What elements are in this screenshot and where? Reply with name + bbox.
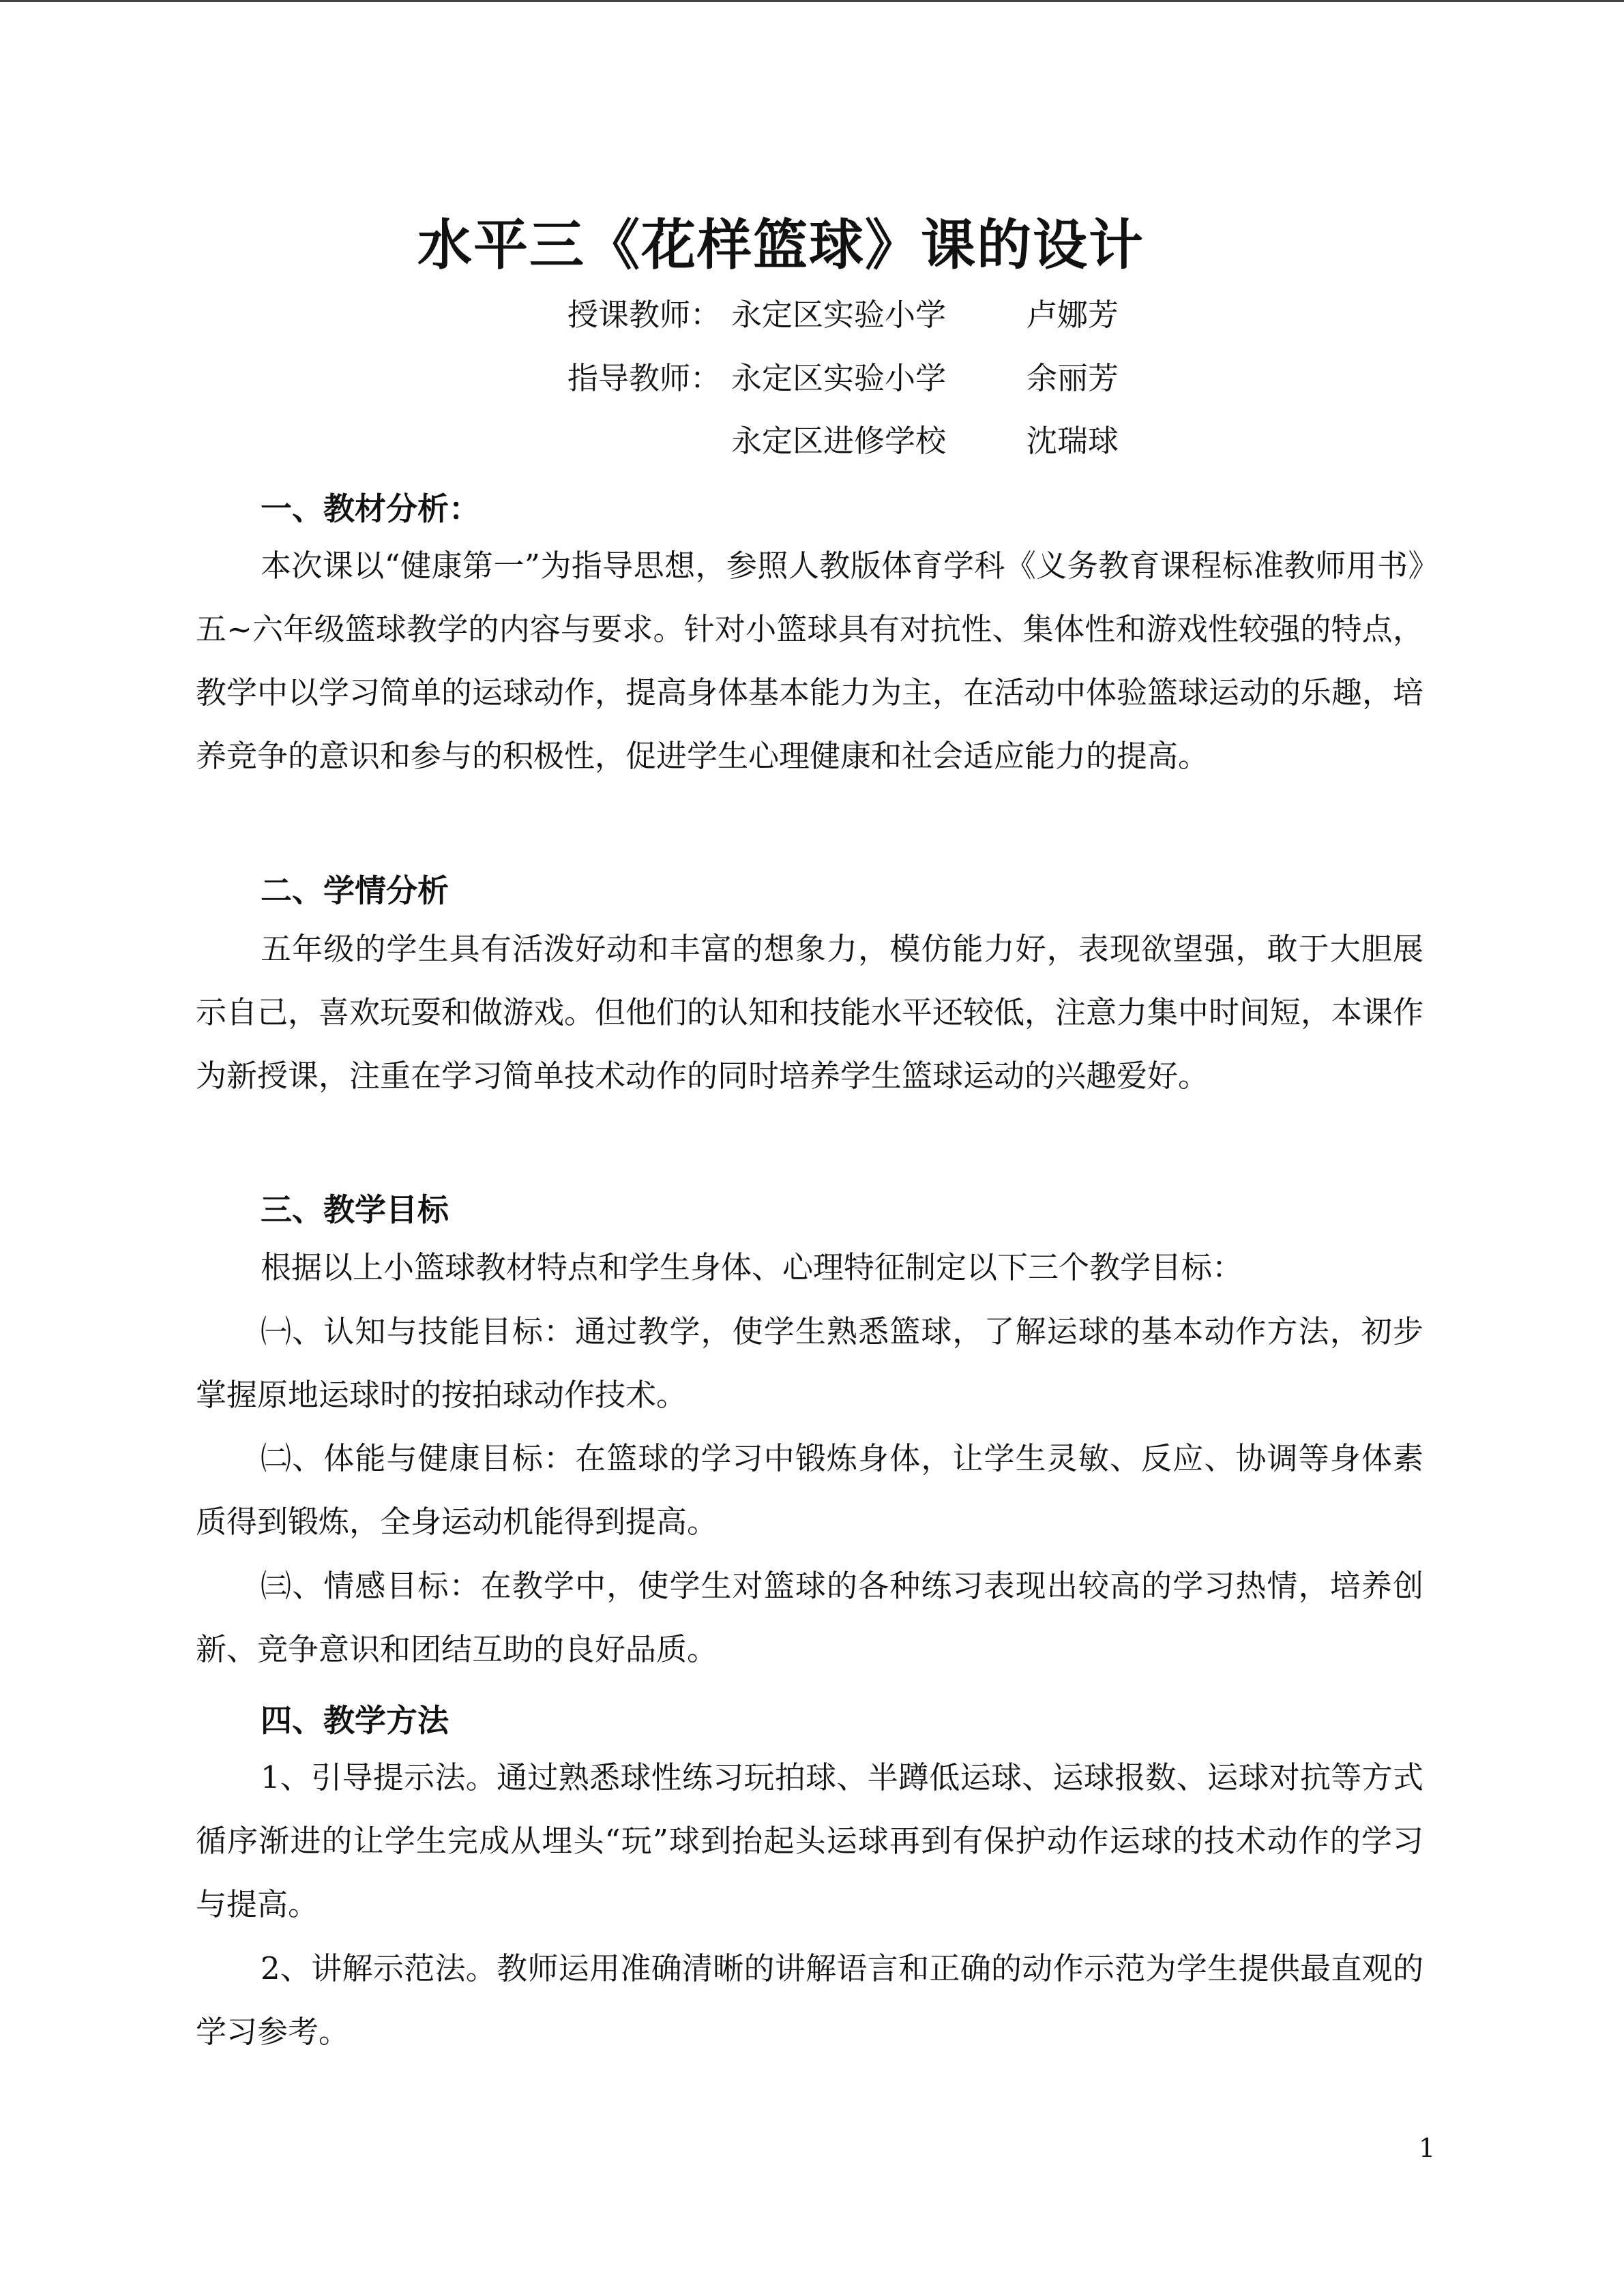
paragraph: 本次课以“健康第一”为指导思想，参照人教版体育学科《义务教育课程标准教师用书》五~六年级篮球教学的内容与要求。针对小篮球具有对抗性、集体性和游戏性较强的特点，教学中以学习简单的运球动作，提高身体基本能力为主，在活动中体验篮球运动的乐趣，培养竞争的意识和参与的积极性，促进学生心理健康和社会适应能力的提高。 [196, 548, 1424, 774]
page-number: 1 [1419, 2133, 1436, 2163]
page-title: 水平三《花样篮球》课的设计 [417, 213, 1145, 277]
advisor2-name: 沈瑞球 [1027, 423, 1119, 459]
section-heading: 一、教材分析： [261, 490, 480, 527]
paragraph: 根据以上小篮球教材特点和学生身体、心理特征制定以下三个教学目标： [261, 1249, 1243, 1285]
section-heading: 四、教学方法 [261, 1702, 449, 1739]
advisor2-school: 永定区进修学校 [731, 423, 947, 459]
instructor-name: 卢娜芳 [1027, 297, 1119, 333]
instructor-label: 授课教师： [567, 297, 722, 333]
paragraph: ㈠、认知与技能目标：通过教学，使学生熟悉篮球，了解运球的基本动作方法，初步掌握原地运球时的按拍球动作技术。 [196, 1313, 1423, 1413]
advisor1-name: 余丽芳 [1027, 360, 1119, 396]
section-heading: 三、教学目标 [261, 1191, 449, 1228]
paragraph: 1、引导提示法。通过熟悉球性练习玩拍球、半蹲低运球、运球报数、运球对抗等方式循序渐进的让学生完成从埋头“玩”球到抬起头运球再到有保护动作运球的技术动作的学习与提高。 [196, 1759, 1423, 1922]
instructor-school: 永定区实验小学 [731, 297, 947, 333]
paragraph: 五年级的学生具有活泼好动和丰富的想象力，模仿能力好，表现欲望强，敢于大胆展示自己，喜欢玩耍和做游戏。但他们的认知和技能水平还较低，注意力集中时间短，本课作为新授课，注重在学习简单技术动作的同时培养学生篮球运动的兴趣爱好。 [196, 931, 1424, 1094]
section-heading: 二、学情分析 [261, 872, 449, 909]
advisor-label: 指导教师： [567, 360, 722, 396]
advisor1-school: 永定区实验小学 [731, 360, 947, 396]
paragraph: 2、讲解示范法。教师运用准确清晰的讲解语言和正确的动作示范为学生提供最直观的学习参考。 [196, 1950, 1423, 2050]
paragraph: ㈡、体能与健康目标：在篮球的学习中锻炼身体，让学生灵敏、反应、协调等身体素质得到锻炼，全身运动机能得到提高。 [196, 1440, 1423, 1540]
paragraph: ㈢、情感目标：在教学中，使学生对篮球的各种练习表现出较高的学习热情，培养创新、竞争意识和团结互助的良好品质。 [196, 1568, 1423, 1667]
